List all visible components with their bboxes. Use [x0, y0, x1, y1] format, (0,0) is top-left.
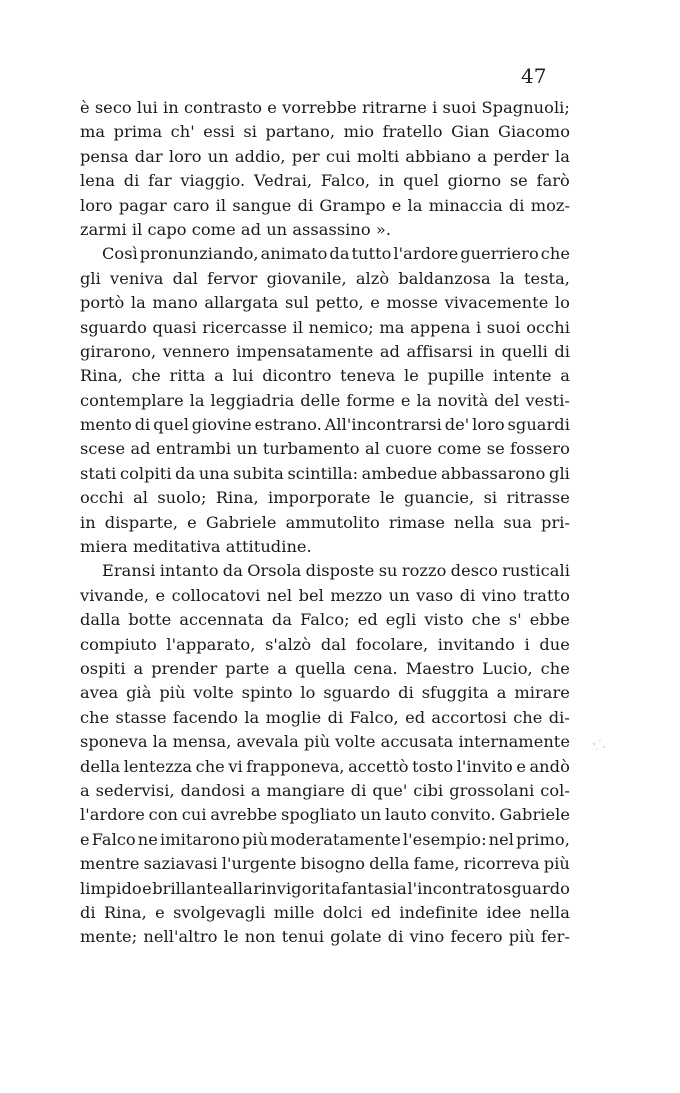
text-line: gli veniva dal fervor giovanile, alzò baldanzosa la testa, — [80, 268, 570, 288]
text-line: avea già più volte spinto lo sguardo di sfuggita a mirare — [80, 683, 570, 703]
text-line: a sedervisi, dandosi a mangiare di que' cibi grossolani col- — [80, 780, 570, 800]
text-line: limpido e brillante alla rinvigorita fantasia l'incontrato sguardo — [80, 878, 570, 898]
text-line: Così pronunziando, animato da tutto l'ardore guerriero che — [102, 244, 570, 264]
text-line: scese ad entrambi un turbamento al cuore come se fossero — [80, 439, 570, 459]
text-line: ma prima ch' essi si partano, mio fratello Gian Giacomo — [80, 122, 570, 142]
text-line: mento di quel giovine estrano. All'incontrarsi de' loro sguardi — [80, 415, 570, 435]
text-line: mente; nell'altro le non tenui golate di vino fecero più fer- — [80, 927, 570, 947]
text-line: loro pagar caro il sangue di Grampo e la minaccia di moz- — [80, 195, 570, 215]
text-line: ospiti a prender parte a quella cena. Maestro Lucio, che — [80, 658, 570, 678]
page-number: 47 — [521, 64, 547, 88]
body-text — [80, 96, 570, 950]
text-line: Rina, che ritta a lui dicontro teneva le pupille intente a — [80, 366, 570, 386]
text-line: dalla botte accennata da Falco; ed egli visto che s' ebbe — [80, 610, 570, 630]
text-line: occhi al suolo; Rina, imporporate le guancie, si ritrasse — [80, 488, 570, 508]
text-line: portò la mano allargata sul petto, e mosse vivacemente lo — [80, 293, 570, 313]
text-line: in disparte, e Gabriele ammutolito rimase nella sua pri- — [80, 512, 570, 532]
text-line: stati colpiti da una subita scintilla: ambedue abbassarono gli — [80, 463, 570, 483]
text-line: che stasse facendo la moglie di Falco, ed accortosi che di- — [80, 707, 570, 727]
text-line: l'ardore con cui avrebbe spogliato un lauto convito. Gabriele — [80, 805, 570, 825]
text-line: pensa dar loro un addio, per cui molti abbiano a perder la — [80, 146, 570, 166]
text-line: della lentezza che vi frapponeva, accettò tosto l'invito e andò — [80, 756, 570, 776]
text-line: girarono, vennero impensatamente ad affisarsi in quelli di — [80, 341, 570, 361]
text-line: zarmi il capo come ad un assassino ». — [80, 219, 392, 239]
text-line: sguardo quasi ricercasse il nemico; ma appena i suoi occhi — [80, 317, 570, 337]
text-line: mentre saziavasi l'urgente bisogno della fame, ricorreva più — [80, 854, 570, 874]
text-line: di Rina, e svolgevagli mille dolci ed indefinite idee nella — [80, 902, 570, 922]
text-line: sponeva la mensa, avevala più volte accusata internamente — [80, 732, 570, 752]
text-line: Eransi intanto da Orsola disposte su rozzo desco rusticali — [102, 561, 570, 581]
text-line: vivande, e collocatovi nel bel mezzo un vaso di vino tratto — [80, 585, 570, 605]
text-line: miera meditativa attitudine. — [80, 537, 312, 557]
text-line: compiuto l'apparato, s'alzò dal focolare, invitando i due — [80, 634, 570, 654]
text-line: è seco lui in contrasto e vorrebbe ritrarne i suoi Spagnuoli; — [80, 98, 570, 117]
text-line: lena di far viaggio. Vedrai, Falco, in quel giorno se farò — [80, 171, 570, 191]
text-line: e Falco ne imitarono più moderatamente l'esempio: nel primo, — [80, 829, 570, 849]
paper-stain-icon — [588, 736, 610, 754]
text-line: contemplare la leggiadria delle forme e la novità del vesti- — [80, 390, 570, 410]
